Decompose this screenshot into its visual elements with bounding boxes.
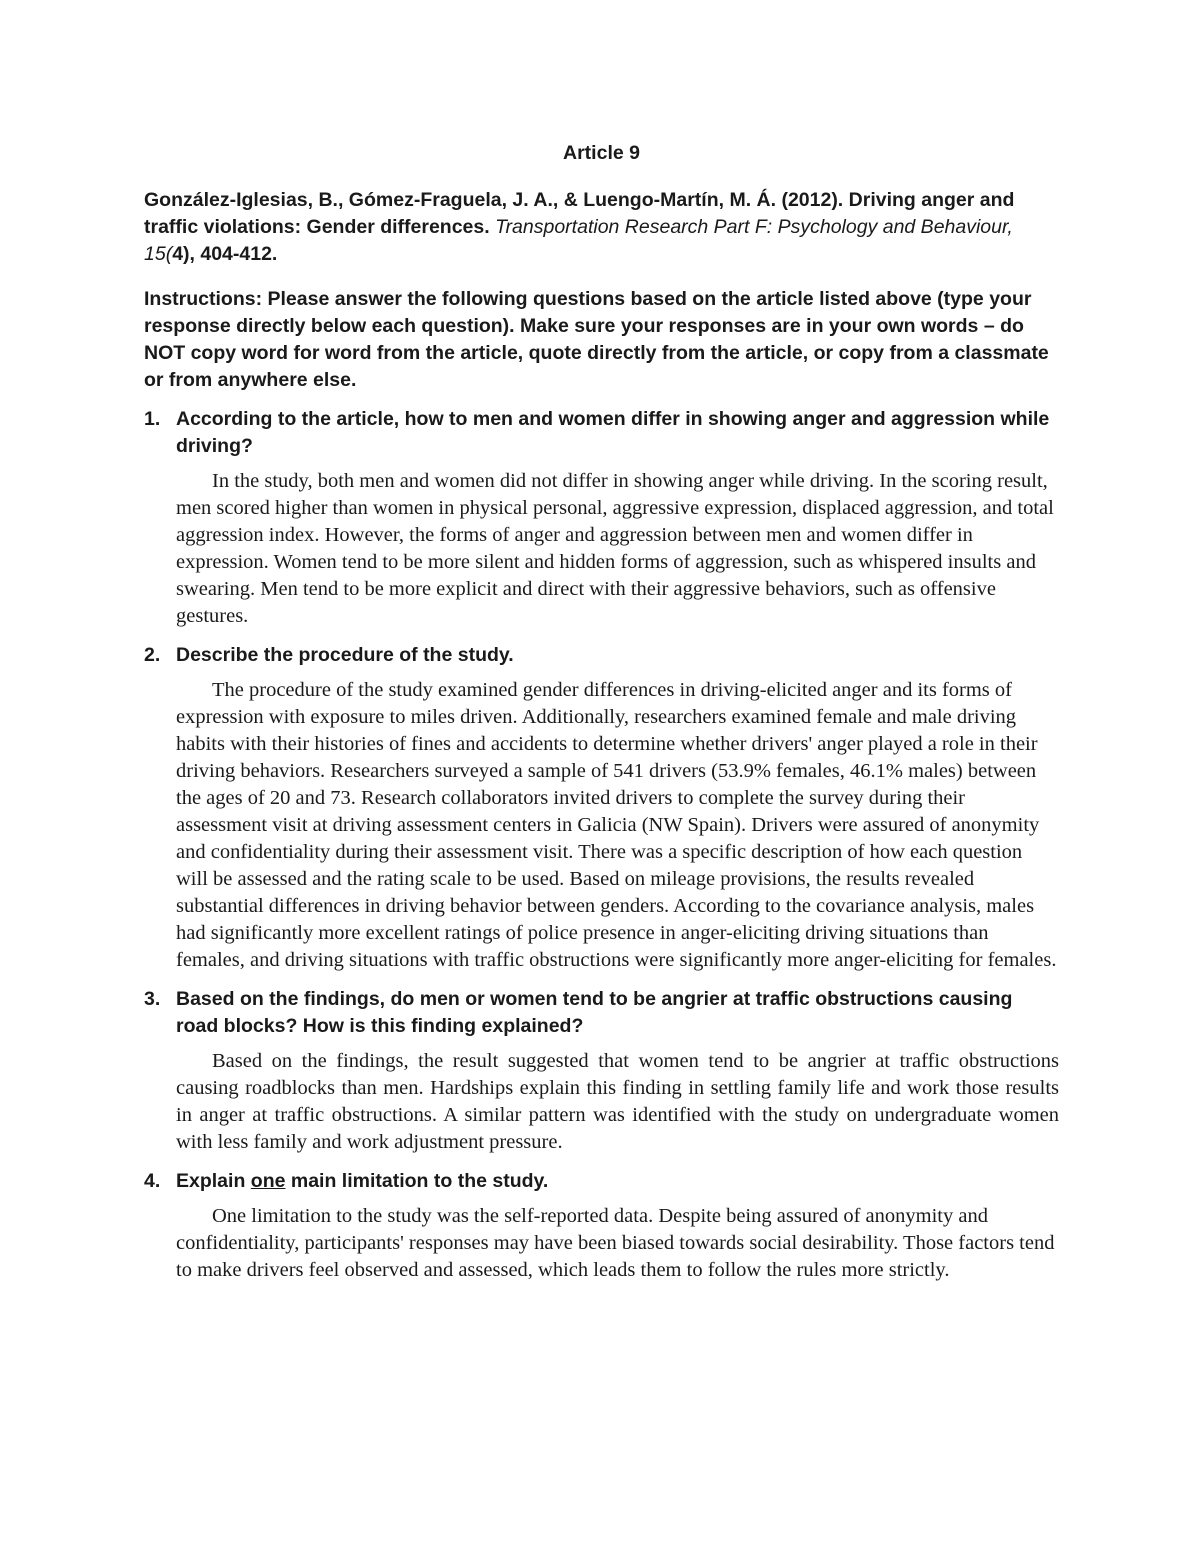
question-number: 1. [144,408,161,430]
question-number: 4. [144,1170,161,1192]
document-page [144,140,1059,1296]
citation-authors-title: González-Iglesias, B., Gómez-Fraguela, J. A., & Luengo-Martín, M. Á. (2012). Driving anger and traffic violations: Gender differences. [144,189,1015,238]
question-2 [144,642,1059,669]
question-text: Based on the findings, do men or women tend to be angrier at traffic obstructions causing road blocks? How is this finding explained? [176,988,1013,1037]
instructions-label: Instructions: [144,288,263,310]
citation [144,187,1059,268]
question-text-after: main limitation to the study. [285,1170,549,1192]
question-1 [144,406,1059,460]
question-number: 2. [144,644,161,666]
question-text-before: Explain [176,1170,251,1192]
answer-1: In the study, both men and women did not differ in showing anger while driving. In the scoring result, men scored higher than women in physical personal, aggressive expression, displaced aggression, and total aggression index. However, the forms of anger and aggression between men and women differ in expression. Women tend to be more silent and hidden forms of aggression, such as whispered insults and swearing. Men tend to be more explicit and direct with their aggressive behaviors, such as offensive gestures. [176,470,1054,627]
answer-4: One limitation to the study was the self-reported data. Despite being assured of anonymity and confidentiality, participants' responses may have been biased towards social desirability. Those factors tend to make drivers feel observed and assessed, which leads them to follow the rules more strictly. [176,1205,1055,1281]
page-title: Article 9 [563,142,640,164]
question-4 [144,1168,1059,1195]
question-3 [144,986,1059,1040]
instructions [144,286,1059,394]
question-text-emphasis: one [250,1170,286,1192]
question-text: Describe the procedure of the study. [176,644,514,666]
answer-2: The procedure of the study examined gender differences in driving-elicited anger and its forms of expression with exposure to miles driven. Additionally, researchers examined female and male driving habits with their histories of fines and accidents to determine whether drivers' anger played a role in their driving behaviors. Researchers surveyed a sample of 541 drivers (53.9% females, 46.1% males) between the ages of 20 and 73. Research collaborators invited drivers to complete the survey during their assessment visit at driving assessment centers in Galicia (NW Spain). Drivers were assured of anonymity and confidentiality during their assessment visit. There was a specific description of how each question will be assessed and the rating scale to be used. Based on mileage provisions, the results revealed substantial differences in driving behavior between genders. According to the covariance analysis, males had significantly more excellent ratings of police presence in anger-eliciting driving situations than females, and driving situations with traffic obstructions were significantly more anger-eliciting for females. [176,679,1057,971]
answer-3: Based on the findings, the result suggested that women tend to be angrier at traffic obstructions causing roadblocks than men. Hardships explain this finding in settling family life and work those results in anger at traffic obstructions. A similar pattern was identified with the study on undergraduate women with less family and work adjustment pressure. [176,1050,1059,1153]
citation-journal: Transportation Research Part F: Psychology and Behaviour, 15( [144,216,1013,265]
instructions-text: Please answer the following questions based on the article listed above (type your response directly below each question). Make sure your responses are in your own words – do NOT copy word for word from the article, quote directly from the article, or copy from a classmate or from anywhere else. [144,288,1049,391]
question-number: 3. [144,988,161,1010]
citation-issue-pages: 4), 404-412. [172,243,278,265]
question-text [176,1168,1059,1195]
question-text: According to the article, how to men and women differ in showing anger and aggression while driving? [176,408,1050,457]
